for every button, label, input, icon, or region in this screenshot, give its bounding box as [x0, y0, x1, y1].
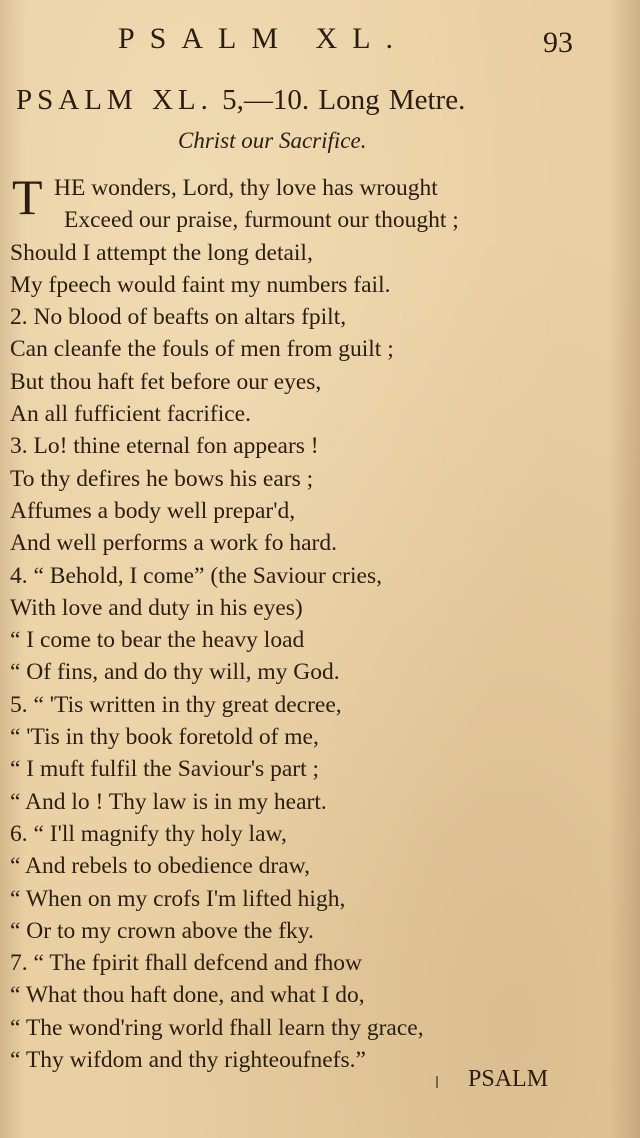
page-number: 93 [543, 26, 573, 59]
hymn-line: 7. “ The fpirit fhall defcend and fhow [10, 950, 362, 977]
hymn-line: HE wonders, Lord, thy love has wrought [54, 175, 438, 201]
hymn-line: “ What thou haft done, and what I do, [10, 982, 365, 1009]
psalm-verses: 5,—10. Long Metre. [222, 84, 466, 116]
hymn-line: “ The wond'ring world fhall learn thy grace, [10, 1014, 424, 1041]
hymn-line: An all fufficient facrifice. [10, 401, 251, 428]
psalm-heading [16, 84, 465, 117]
hymn-subtitle: Christ our Sacrifice. [178, 128, 367, 153]
hymn-text [10, 169, 459, 1076]
hymn-line: “ And lo ! Thy law is in my heart. [10, 788, 327, 815]
hymn-line: Exceed our praise, furmount our thought ; [64, 207, 459, 234]
hymn-line: Affumes a body well prepar'd, [10, 497, 296, 524]
hymn-line: 3. Lo! thine eternal fon appears ! [10, 433, 319, 460]
hymn-line: Should I attempt the long detail, [10, 239, 313, 266]
hymn-line: And well performs a work fo hard. [10, 530, 337, 557]
hymn-line: “ I come to bear the heavy load [10, 627, 305, 654]
hymn-line: With love and duty in his eyes) [10, 594, 303, 621]
hymn-line: 6. “ I'll magnify thy holy law, [10, 820, 287, 847]
hymn-line: To thy defires he bows his ears ; [10, 465, 314, 492]
hymn-line: But thou haft fet before our eyes, [10, 368, 322, 395]
hymn-line: 2. No blood of beafts on altars fpilt, [10, 304, 347, 331]
hymn-line: “ And rebels to obedience draw, [10, 853, 310, 880]
hymn-line: My fpeech would faint my numbers fail. [10, 271, 391, 298]
drop-cap: T [12, 169, 43, 225]
running-head: PSALM XL. [118, 22, 409, 55]
hymn-line: “ Or to my crown above the fky. [10, 917, 314, 944]
catchword: PSALM [468, 1066, 549, 1092]
hymn-line: 4. “ Behold, I come” (the Saviour cries, [10, 562, 382, 589]
hymn-line: “ 'Tis in thy book foretold of me, [10, 724, 319, 751]
hymn-line: Can cleanfe the fouls of men from guilt ; [10, 336, 394, 363]
hymn-line: “ Of fins, and do thy will, my God. [10, 659, 340, 686]
hymn-line: 5. “ 'Tis written in thy great decree, [10, 691, 342, 718]
hymn-line: “ Thy wifdom and thy righteoufnefs.” [10, 1047, 366, 1074]
psalm-number: PSALM XL. [16, 84, 213, 116]
hymn-line: “ I muft fulfil the Saviour's part ; [10, 756, 320, 783]
printer-mark [436, 1076, 438, 1088]
hymn-line: “ When on my crofs I'm lifted high, [10, 885, 346, 912]
